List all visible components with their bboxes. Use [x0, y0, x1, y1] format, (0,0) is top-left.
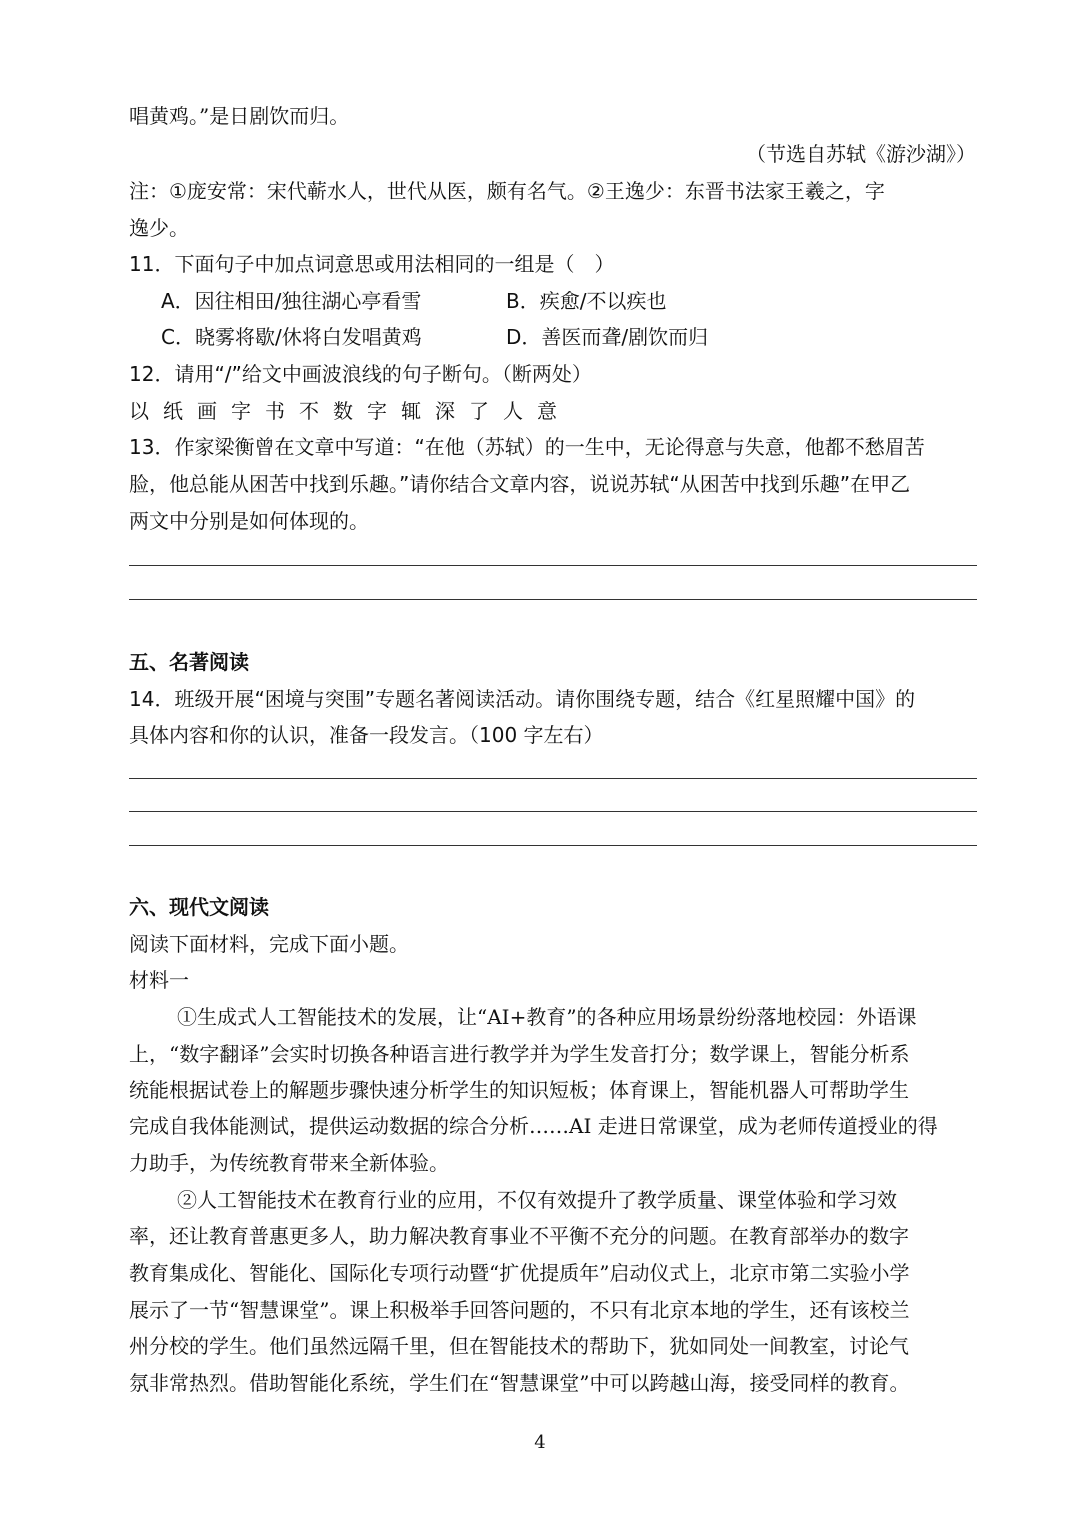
material-paragraph-2-line: 州分校的学生。他们虽然远隔千里，但在智能技术的帮助下，犹如同处一间教室，讨论气	[129, 1334, 909, 1358]
material-paragraph-2-line: 展示了一节“智慧课堂”。课上积极举手回答问题的，不只有北京本地的学生，还有该校兰	[129, 1298, 910, 1322]
answer-line[interactable]	[129, 599, 977, 600]
material-label: 材料一	[129, 968, 189, 992]
material-paragraph-1-line: 力助手，为传统教育带来全新体验。	[129, 1151, 449, 1175]
question-13-line-2: 脸，他总能从困苦中找到乐趣。”请你结合文章内容，说说苏轼“从困苦中找到乐趣”在甲乙	[129, 472, 911, 496]
material-paragraph-1-line: ①生成式人工智能技术的发展，让“AI+教育”的各种应用场景纷纷落地校园：外语课	[177, 1005, 917, 1029]
section-5-title: 五、名著阅读	[129, 650, 249, 674]
question-12-stem: 12．请用“/”给文中画波浪线的句子断句。（断两处）	[129, 362, 592, 386]
question-13-line-1: 13．作家梁衡曾在文章中写道：“在他（苏轼）的一生中，无论得意与失意，他都不愁眉苦	[129, 435, 925, 459]
material-paragraph-2-line: 氛非常热烈。借助智能化系统，学生们在“智慧课堂”中可以跨越山海，接受同样的教育。	[129, 1371, 910, 1395]
passage-tail: 唱黄鸡。”是日剧饮而归。	[129, 104, 350, 128]
material-paragraph-1-line: 统能根据试卷上的解题步骤快速分析学生的知识短板；体育课上，智能机器人可帮助学生	[129, 1078, 909, 1102]
material-paragraph-2-line: 率，还让教育普惠更多人，助力解决教育事业不平衡不充分的问题。在教育部举办的数字	[129, 1224, 909, 1248]
question-13-line-3: 两文中分别是如何体现的。	[129, 509, 369, 533]
note-line-2: 逸少。	[129, 216, 189, 240]
answer-line[interactable]	[129, 811, 977, 812]
question-11-option-d: D．善医而聋/剧饮而归	[506, 325, 709, 349]
material-paragraph-2-line: ②人工智能技术在教育行业的应用，不仅有效提升了教学质量、课堂体验和学习效	[177, 1188, 897, 1212]
note-line-1: 注：①庞安常：宋代蕲水人，世代从医，颇有名气。②王逸少：东晋书法家王羲之，字	[129, 179, 885, 203]
question-11-option-a: A．因往相田/独往湖心亭看雪	[161, 289, 422, 313]
page-number: 4	[534, 1432, 546, 1453]
answer-line[interactable]	[129, 565, 977, 566]
material-paragraph-2-line: 教育集成化、智能化、国际化专项行动暨“扩优提质年”启动仪式上，北京市第二实验小学	[129, 1261, 910, 1285]
question-11-option-b: B．疾愈/不以疾也	[506, 289, 667, 313]
question-14-line-2: 具体内容和你的认识，准备一段发言。（100 字左右）	[129, 723, 604, 747]
material-paragraph-1-line: 上，“数字翻译”会实时切换各种语言进行教学并为学生发音打分；数学课上，智能分析系	[129, 1042, 910, 1066]
question-11-option-c: C．晓雾将歇/休将白发唱黄鸡	[161, 325, 422, 349]
question-11-stem: 11．下面句子中加点词意思或用法相同的一组是（ ）	[129, 252, 615, 276]
passage-source: （节选自苏轼《游沙湖》）	[746, 142, 976, 166]
question-12-sentence: 以纸画字书不数字辄深了人意	[129, 399, 571, 423]
reading-instruction: 阅读下面材料，完成下面小题。	[129, 932, 409, 956]
material-paragraph-1-line: 完成自我体能测试，提供运动数据的综合分析……AI 走进日常课堂，成为老师传道授业的得	[129, 1114, 938, 1138]
question-14-line-1: 14．班级开展“困境与突围”专题名著阅读活动。请你围绕专题，结合《红星照耀中国》的	[129, 687, 916, 711]
answer-line[interactable]	[129, 845, 977, 846]
answer-line[interactable]	[129, 778, 977, 779]
section-6-title: 六、现代文阅读	[129, 895, 269, 919]
